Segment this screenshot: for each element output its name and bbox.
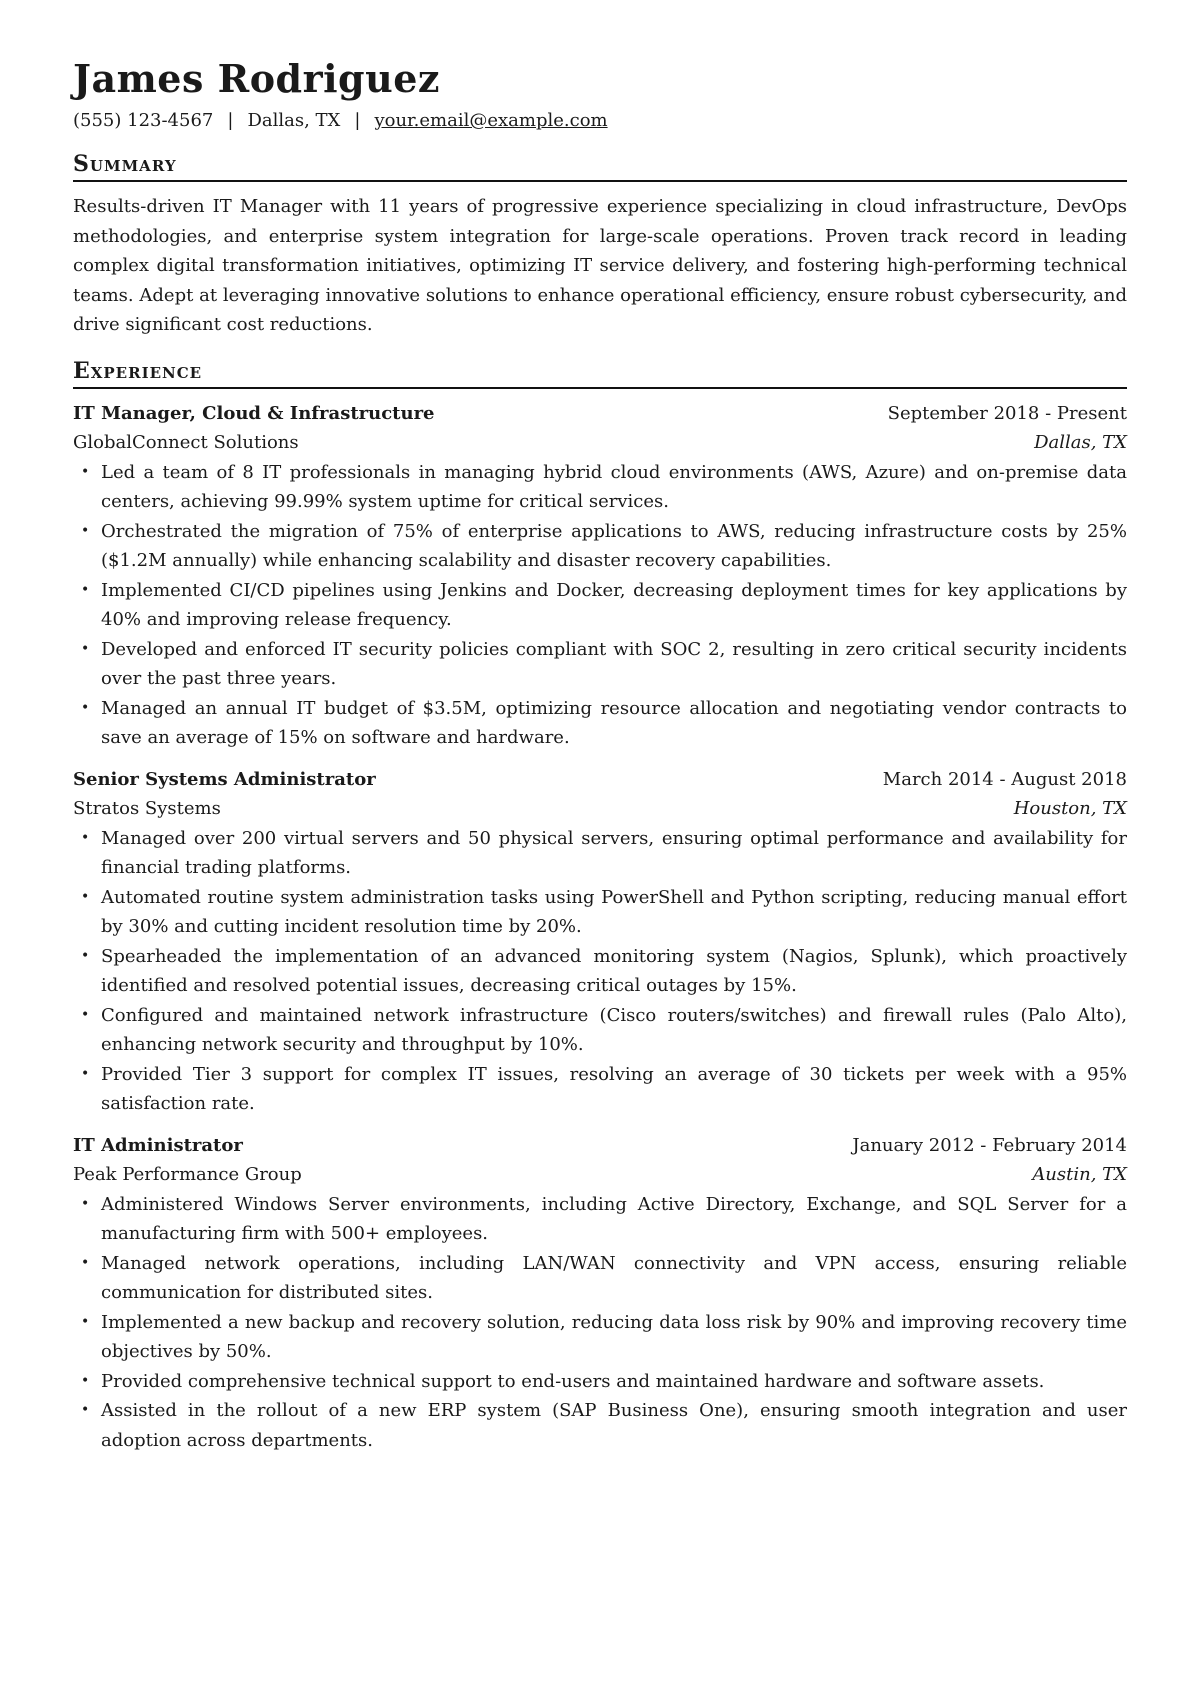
bullet-icon: • [81, 1065, 90, 1082]
bullet-icon: • [81, 829, 90, 846]
bullet-item [73, 883, 1127, 942]
bullet-icon: • [81, 1402, 90, 1418]
bullet-item [73, 576, 1127, 635]
bullet-icon: • [81, 1195, 90, 1212]
job-title: IT Administrator [73, 1134, 243, 1156]
bullet-text: Assisted in the rollout of a new ERP system (SAP Business One), ensuring smooth integration and user adoption across departments. [101, 1400, 1127, 1451]
section-heading-experience: Experience [73, 358, 1127, 389]
bullet-icon: • [81, 581, 90, 598]
job-header [73, 399, 1127, 429]
bullet-text: Managed over 200 virtual servers and 50 physical servers, ensuring optimal performance and availability for financial trading platforms. [101, 827, 1127, 878]
bullet-text: Managed network operations, including LAN/WAN connectivity and VPN access, ensuring reliable communication for distributed sites. [101, 1252, 1127, 1303]
job-dates: January 2012 - February 2014 [852, 1134, 1127, 1156]
contact-separator: | [354, 110, 361, 131]
job-bullets [73, 1190, 1127, 1456]
bullet-item [73, 1249, 1127, 1308]
company-name: Peak Performance Group [73, 1164, 302, 1185]
bullet-item [73, 635, 1127, 694]
company-name: GlobalConnect Solutions [73, 432, 299, 453]
job-entry [73, 1131, 1127, 1456]
resume-page [73, 55, 1127, 1455]
bullet-text: Administered Windows Server environments, including Active Directory, Exchange, and SQL Server for a manufacturing firm with 500+ employees. [101, 1193, 1127, 1244]
job-subheader [73, 428, 1127, 458]
bullet-item [73, 1001, 1127, 1060]
bullet-text: Implemented CI/CD pipelines using Jenkins and Docker, decreasing deployment times for key applications by 40% and improving release frequency. [101, 579, 1127, 630]
bullet-text: Spearheaded the implementation of an advanced monitoring system (Nagios, Splunk), which proactively identified and resolved potential issues, decreasing critical outages by 15%. [101, 945, 1127, 996]
bullet-item [73, 1367, 1127, 1397]
job-bullets [73, 824, 1127, 1119]
bullet-text: Provided Tier 3 support for complex IT issues, resolving an average of 30 tickets per week with a 95% satisfaction rate. [101, 1063, 1127, 1114]
contact-separator: | [227, 110, 234, 131]
bullet-item [73, 942, 1127, 1001]
email-link[interactable]: your.email@example.com [374, 110, 608, 131]
job-entry [73, 765, 1127, 1119]
job-bullets [73, 458, 1127, 753]
bullet-text: Configured and maintained network infrastructure (Cisco routers/switches) and firewall rules (Palo Alto), enhancing network security and throughput by 10%. [101, 1004, 1127, 1055]
job-header [73, 1131, 1127, 1161]
bullet-item [73, 694, 1127, 753]
bullet-text: Automated routine system administration tasks using PowerShell and Python scripting, reducing manual effort by 30% and cutting incident resolution time by 20%. [101, 886, 1127, 937]
job-location: Houston, TX [1013, 798, 1127, 819]
bullet-icon: • [81, 522, 90, 539]
job-location: Dallas, TX [1034, 432, 1127, 453]
summary-text: Results-driven IT Manager with 11 years of progressive experience specializing in cloud infrastructure, DevOps methodologies, and enterprise system integration for large-scale operations. Proven track record in leading complex digital transformation initiatives, optimizing IT service delivery, and fostering high-performing technical teams. Adept at leveraging innovative solutions to enhance operational efficiency, ensure robust cybersecurity, and drive significant cost reductions. [73, 196, 1127, 335]
job-entry [73, 399, 1127, 753]
job-subheader [73, 1160, 1127, 1190]
job-dates: September 2018 - Present [887, 402, 1127, 424]
bullet-text: Implemented a new backup and recovery solution, reducing data loss risk by 90% and improving recovery time objectives by 50%. [101, 1311, 1127, 1362]
bullet-text: Provided comprehensive technical support to end-users and maintained hardware and software assets. [101, 1370, 1045, 1392]
bullet-item [73, 1396, 1127, 1455]
section-heading-summary: Summary [73, 151, 1127, 182]
job-location: Austin, TX [1032, 1164, 1127, 1185]
bullet-text: Orchestrated the migration of 75% of enterprise applications to AWS, reducing infrastructure costs by 25% ($1.2M annually) while enhancing scalability and disaster recovery capabilities. [101, 520, 1127, 571]
bullet-icon: • [81, 947, 90, 964]
bullet-icon: • [81, 463, 90, 480]
bullet-icon: • [81, 699, 90, 716]
bullet-item [73, 824, 1127, 883]
bullet-icon: • [81, 1254, 90, 1271]
experience-section [73, 358, 1127, 1456]
bullet-icon: • [81, 888, 90, 905]
summary-section [73, 151, 1127, 340]
bullet-item [73, 1190, 1127, 1249]
bullet-icon: • [81, 1372, 90, 1389]
job-dates: March 2014 - August 2018 [882, 768, 1127, 790]
phone-number: (555) 123-4567 [73, 110, 214, 131]
resume-header [73, 55, 1127, 133]
job-header [73, 765, 1127, 795]
job-title: Senior Systems Administrator [73, 768, 376, 790]
bullet-text: Developed and enforced IT security policies compliant with SOC 2, resulting in zero critical security incidents over the past three years. [101, 638, 1127, 689]
candidate-name: James Rodriguez [73, 56, 441, 101]
bullet-text: Managed an annual IT budget of $3.5M, optimizing resource allocation and negotiating vendor contracts to save an average of 15% on software and hardware. [101, 697, 1127, 748]
bullet-item [73, 1060, 1127, 1119]
bullet-item [73, 1308, 1127, 1367]
bullet-icon: • [81, 1006, 90, 1023]
bullet-text: Led a team of 8 IT professionals in managing hybrid cloud environments (AWS, Azure) and on-premise data centers, achieving 99.99% system uptime for critical services. [101, 461, 1127, 512]
job-title: IT Manager, Cloud & Infrastructure [73, 402, 435, 424]
location: Dallas, TX [247, 110, 341, 131]
company-name: Stratos Systems [73, 798, 221, 819]
bullet-item [73, 517, 1127, 576]
job-subheader [73, 794, 1127, 824]
contact-line [73, 109, 1127, 133]
bullet-icon: • [81, 640, 90, 657]
bullet-icon: • [81, 1313, 90, 1330]
bullet-item [73, 458, 1127, 517]
